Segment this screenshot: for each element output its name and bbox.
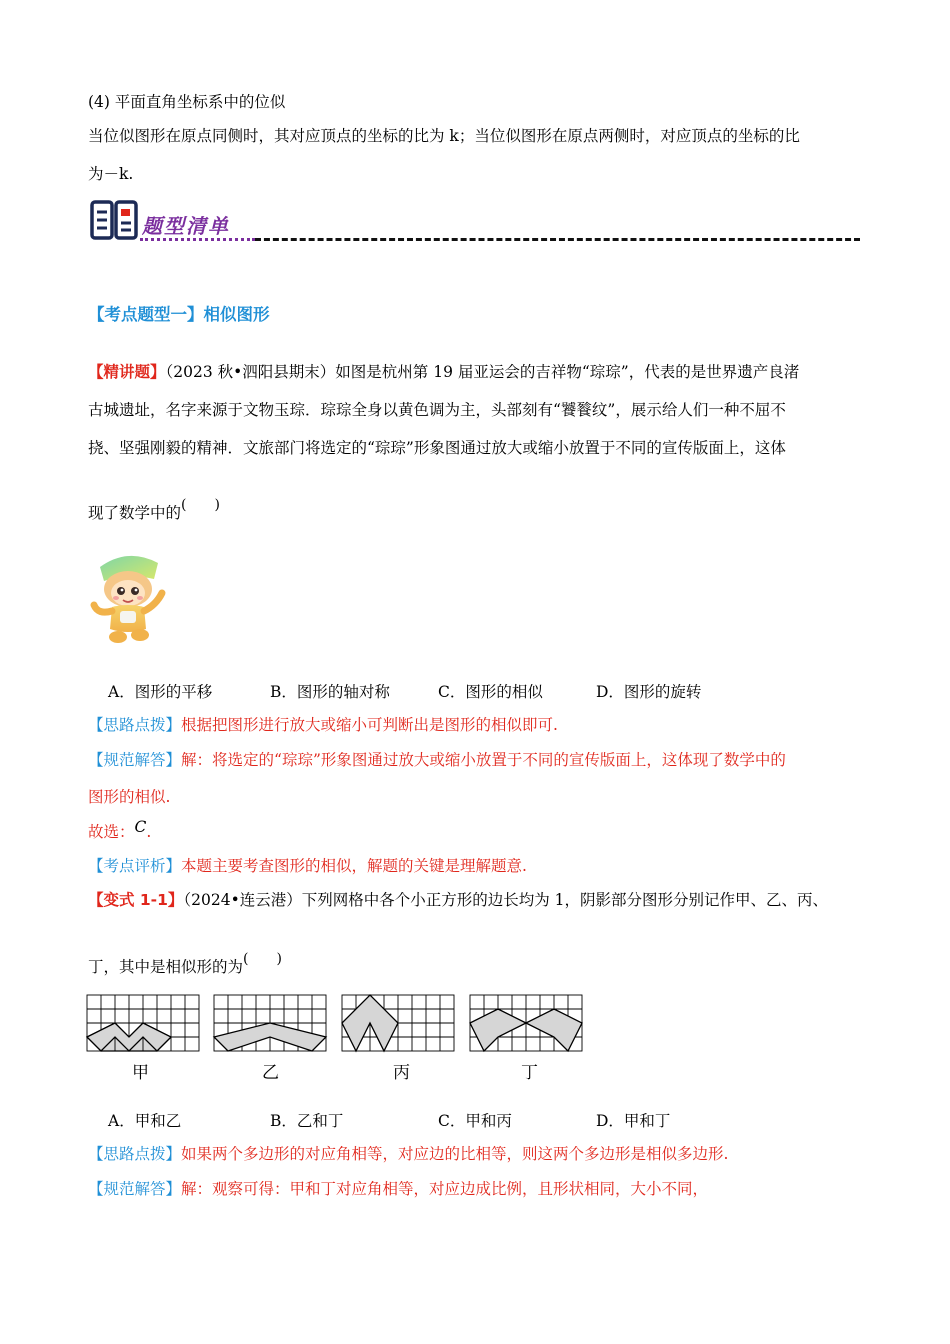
q1-solution-1 [88,750,786,770]
grid-yi [214,995,326,1051]
grid-ding [470,995,582,1051]
q1-line-1-text: （2023 秋•泗阳县期末）如图是杭州第 19 届亚运会的吉祥物“琮琮”，代表的是世界遗产良渚 [165,363,800,381]
q1-line-4 [88,497,220,524]
q2-choice-c[interactable]: C．甲和丙 [438,1112,512,1130]
section-banner [90,198,860,246]
q1-review-tag: 【考点评析】 [88,857,182,875]
intro-line-1: 当位似图形在原点同侧时，其对应顶点的坐标的比为 k；当位似图形在原点两侧时，对应顶点的坐标的比 [88,127,800,145]
banner-title: 题型清单 [142,214,230,238]
q1-paren: ( ) [181,497,220,513]
banner-dashline [255,238,860,241]
q1-answer [88,818,152,842]
q1-line-1 [88,362,799,382]
q2-paren: ( ) [243,951,282,967]
q2-hint-tag: 【思路点拨】 [88,1145,182,1163]
q2-hint-text: 如果两个多边形的对应角相等，对应边的比相等，则这两个多边形是相似多边形. [181,1145,729,1163]
q1-line-2: 古城遗址，名字来源于文物玉琮．琮琮全身以黄色调为主，头部刻有“饕餮纹”，展示给人们一种不屈不 [88,401,786,419]
q1-line-3: 挠、坚强刚毅的精神．文旅部门将选定的“琮琮”形象图通过放大或缩小放置于不同的宣传版面上，这体 [88,439,786,457]
grid-jia [87,995,199,1051]
q1-review-text: 本题主要考查图形的相似，解题的关键是理解题意. [181,857,527,875]
q1-answer-letter: C [134,818,147,836]
q2-tag: 【变式 1-1】 [88,891,184,909]
q2-line-1 [88,890,828,910]
grid-label-jia: 甲 [132,1063,149,1083]
book-icon [90,198,138,244]
q1-line-4-text: 现了数学中的 [88,504,182,522]
q1-choice-b[interactable]: B．图形的轴对称 [270,683,390,701]
q1-answer-prefix: 故选： [88,823,135,841]
q1-hint-tag: 【思路点拨】 [88,716,182,734]
intro-line-2: 为－k. [88,165,134,183]
intro-heading: (4) 平面直角坐标系中的位似 [88,93,286,111]
banner-underline [140,238,255,241]
q2-line-2-text: 丁，其中是相似形的为 [88,958,244,976]
q2-line-1-text: （2024•连云港）下列网格中各个小正方形的边长均为 1，阴影部分图形分别记作甲、乙、丙、 [183,891,829,909]
q2-choice-b[interactable]: B．乙和丁 [270,1112,344,1130]
grid-label-ding: 丁 [521,1063,538,1083]
q1-hint-text: 根据把图形进行放大或缩小可判断出是图形的相似即可. [181,716,558,734]
q2-sol-tag: 【规范解答】 [88,1180,182,1198]
q1-solution-2: 图形的相似. [88,788,171,806]
mascot-image [88,545,168,649]
q1-tag: 【精讲题】 [88,363,166,381]
grid-label-bing: 丙 [393,1063,410,1083]
q2-line-2 [88,951,282,978]
grid-bing [342,995,454,1051]
q2-choice-a[interactable]: A．甲和乙 [108,1112,182,1130]
q2-sol-text: 解：观察可得：甲和丁对应角相等，对应边成比例，且形状相同，大小不同， [181,1180,709,1198]
q1-choice-d[interactable]: D．图形的旋转 [596,683,702,701]
q2-hint [88,1144,728,1164]
q1-review [88,856,527,876]
q2-choice-d[interactable]: D．甲和丁 [596,1112,671,1130]
q1-choice-a[interactable]: A．图形的平移 [108,683,213,701]
q1-choice-c[interactable]: C．图形的相似 [438,683,543,701]
grid-figures [86,994,606,1056]
q1-hint [88,715,558,735]
q1-sol-text: 解：将选定的“琮琮”形象图通过放大或缩小放置于不同的宣传版面上，这体现了数学中的 [181,751,786,769]
grid-label-yi: 乙 [262,1063,279,1083]
section-title: 【考点题型一】相似图形 [88,305,270,324]
q1-sol-tag: 【规范解答】 [88,751,182,769]
q1-answer-suffix: . [146,823,152,841]
q2-solution-1 [88,1179,708,1199]
